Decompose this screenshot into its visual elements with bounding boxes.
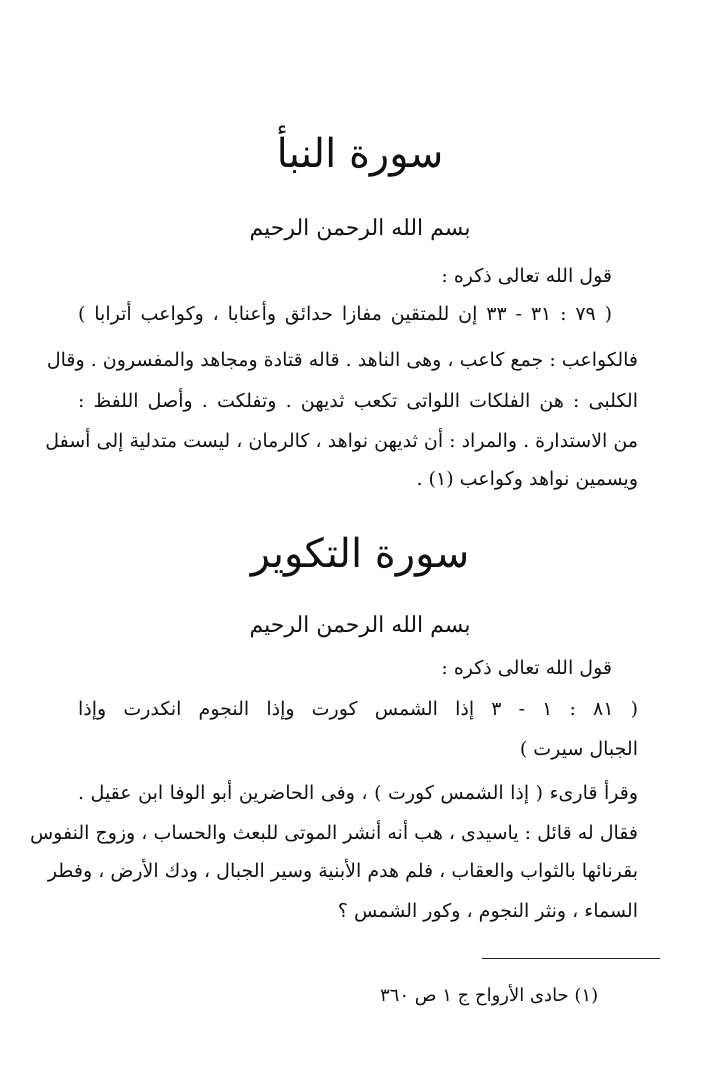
commentary-naba-line-3: من الاستدارة . والمراد : أن ثديهن نواهد ، كالرمان ، ليست متدلية إلى أسفل bbox=[45, 430, 638, 452]
commentary-naba-line-2: الكلبى : هن الفلكات اللواتى تكعب ثديهن . وتفلكت . وأصل اللفظ : bbox=[78, 390, 638, 412]
commentary-naba-line-4: ويسمين نواهد وكواعب (١) . bbox=[416, 468, 638, 490]
verse-naba: ( ٧٩ : ٣١ - ٣٣ إن للمتقين مفازا حدائق وأعنابا ، وكواعب أترابا ) bbox=[78, 303, 613, 325]
commentary-takwir-line-1: وقرأ قارىء ( إذا الشمس كورت ) ، وفى الحاضرين أبو الوفا ابن عقيل . bbox=[78, 782, 638, 804]
basmala-naba: بسم الله الرحمن الرحيم bbox=[249, 216, 471, 241]
surah-title-naba: سورة النبأ bbox=[276, 131, 444, 177]
intro-takwir: قول الله تعالى ذكره : bbox=[441, 657, 612, 679]
footnote-divider bbox=[482, 958, 660, 959]
intro-naba: قول الله تعالى ذكره : bbox=[441, 265, 612, 287]
commentary-naba-line-1: فالكواعب : جمع كاعب ، وهى الناهد . قاله قتادة ومجاهد والمفسرون . وقال bbox=[46, 349, 638, 371]
surah-title-takwir: سورة التكوير bbox=[250, 531, 470, 577]
basmala-takwir: بسم الله الرحمن الرحيم bbox=[249, 613, 471, 638]
verse-takwir-line-1: ( ٨١ : ١ - ٣ إذا الشمس كورت وإذا النجوم انكدرت وإذا bbox=[78, 698, 638, 720]
commentary-takwir-line-3: بقرنائها بالثواب والعقاب ، فلم هدم الأبنية وسير الجبال ، ودك الأرض ، وفطر bbox=[47, 860, 638, 882]
commentary-takwir-line-4: السماء ، ونثر النجوم ، وكور الشمس ؟ bbox=[337, 900, 638, 922]
footnote: (١) حادى الأرواح ج ١ ص ٣٦٠ bbox=[380, 985, 599, 1006]
commentary-takwir-line-2: فقال له قائل : ياسيدى ، هب أنه أنشر الموتى للبعث والحساب ، وزوج النفوس bbox=[29, 822, 638, 844]
verse-takwir-line-2: الجبال سيرت ) bbox=[519, 738, 638, 760]
